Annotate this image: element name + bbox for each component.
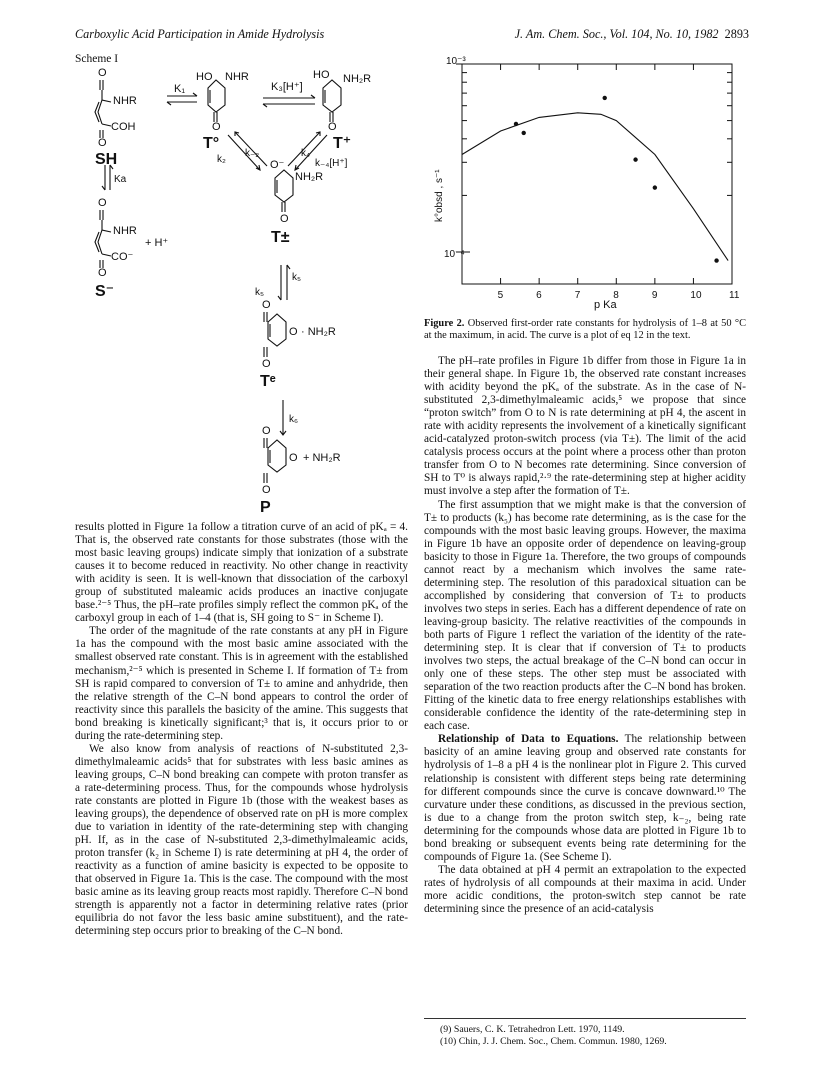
- paragraph: The first assumption that we might make is that the conversion of T± to products (k₅) has become rate determining, as is the case for the compounds with the most basic leaving groups. However, the maxima in Figure 1b have an opposite order of dependence on leaving-group basicity to those in Figure 1a. Therefore, the two groups of compounds cannot react by a mechanism which involves the same rate-determining step. The resolution of this paradoxical situation can be accomplished by considering that conversion of T± to products involves two steps in series. Each has a different dependence of rate on leaving-group basicity. The relative reactivities of the compounds in both parts of Figure 1 reflect the variation of the identity of the rate-determining step. It is clear that if conversion of T± to products involves two steps, the actual breakage of the C–N bond can occur in only one of these steps. The other step must be associated with separation of the two reaction products after the C–N bond has broken. Fitting of the kinetic data to free energy relationships establishes with considerable confidence the identity of the rate-determining step in each case.: [424, 498, 746, 733]
- label-km5: k₅: [255, 287, 265, 298]
- data-point: [522, 131, 526, 135]
- references-divider: [424, 1018, 746, 1019]
- label-dot-nh2r: · NH₂R: [301, 326, 336, 338]
- figure-2-caption: [424, 318, 746, 343]
- references: [440, 1024, 750, 1048]
- paragraph: The pH–rate profiles in Figure 1b differ from those in Figure 1a in their general shape. In Figure 1b, the observed rate constant increases with acidity beyond the pKₐ of the substrate. As in the case of N-substituted 2,3-dimethylmaleamic acids,⁵ we propose that since “proton switch” from O to N is rate determining at pH 4, the ascent in rate with acidity represents the involvement of a kinetically significant acid-catalyzed proton-switch process (via T±). The limit of the acid catalysis process occurs at the point where a process other than proton transfer from O to N becomes rate determining. Since conversion of SH to T⁰ is always rapid,²·⁹ the rate-determining step at higher acidity must involve a step after the formation of T±.: [424, 355, 746, 498]
- svg-text:O: O: [262, 299, 271, 311]
- paragraph: The order of the magnitude of the rate constants at any pH in Figure 1a has the compound with the most basic amine associated with the smallest observed rate constant. This is in agreement with the established mechanism,²⁻⁵ which is presented in Scheme I. If formation of T± from SH is rapid compared to conversion of T± to amine and anhydride, then the relative strength of the C–N bond appears to control the order of reactivity since this parallels the basicity of the amine. This suggests that bond breaking is kinetically significant;³ that is, it occurs prior to or during the rate-determining step.: [75, 625, 408, 742]
- svg-text:O: O: [262, 358, 271, 370]
- label-co-minus: CO⁻: [111, 251, 134, 263]
- journal-name: J. Am. Chem. Soc.,: [514, 27, 607, 41]
- label-k1: K₁: [174, 83, 186, 95]
- x-tick-label: 5: [497, 290, 504, 301]
- section-heading: Relationship of Data to Equations.: [438, 733, 619, 746]
- journal-citation: [515, 27, 749, 42]
- paragraph: We also know from analysis of reactions of N-substituted 2,3-dimethylmaleamic acids⁵ that for substrates with less basic amines as leaving groups, C–N bond breaking can compete with proton transfer as a rate-determining process. Thus, for the compounds whose hydrolysis rate constants are plotted in Figure 1b (those with the weakest bases as leaving groups), the dependence of observed rate on pH is more complex due to variation in identity of the rate-determining step with changing pH. If, as in the case of N-substituted 2,3-dimethylmaleamic acids, proton transfer (k₂ in Scheme I) is rate determining at pH 4, the order of reactivity as a function of amine basicity is expected to be opposite to that observed in Figure 1a. This is the case. The compound with the most basic amine as its leaving group reacts most rapidly. Therefore C–N bond strength is apparently not a factor in determining relative rates (prior equilibria do not favor the less basic amine substituent), and the rate-determining step occurs prior to breaking of the C–N bond.: [75, 742, 408, 938]
- svg-text:O: O: [289, 326, 298, 338]
- x-tick-label: 11: [729, 290, 740, 301]
- label-km4: k₋₄[H⁺]: [315, 158, 348, 169]
- label-ho-tplus: HO: [313, 69, 330, 81]
- svg-text:O: O: [289, 452, 298, 464]
- label-t0: T°: [203, 135, 220, 152]
- x-tick-label: 7: [574, 290, 581, 301]
- label-tpm: T±: [271, 229, 290, 246]
- svg-text:O: O: [262, 425, 271, 437]
- label-ka: Ka: [114, 174, 127, 185]
- x-tick-label: 10: [690, 290, 702, 301]
- label-nh2r-tplus: NH₂R: [343, 73, 372, 85]
- label-coh: COH: [111, 121, 136, 133]
- data-point: [514, 122, 518, 126]
- x-tick-label: 8: [613, 290, 619, 301]
- svg-text:O⁻: O⁻: [270, 159, 285, 171]
- label-k2: k₂: [217, 154, 226, 165]
- label-nhr: NHR: [113, 95, 137, 107]
- label-nh2r-tpm: NH₂R: [295, 171, 324, 183]
- scheme-title: Scheme I: [75, 53, 119, 65]
- label-plus-nh2r: + NH₂R: [303, 452, 341, 464]
- left-column: [75, 521, 408, 939]
- y-bottom-label: 10⁻⁴: [444, 249, 465, 260]
- x-tick-label: 6: [536, 290, 542, 301]
- label-plush: + H⁺: [145, 237, 169, 249]
- svg-text:O: O: [98, 137, 107, 149]
- svg-text:O: O: [262, 484, 271, 496]
- svg-text:O: O: [280, 213, 289, 225]
- label-k5: k₅: [292, 272, 302, 283]
- svg-text:O: O: [212, 121, 221, 133]
- data-point: [603, 96, 607, 100]
- label-p: P: [260, 499, 271, 515]
- label-k6: k₆: [289, 414, 299, 425]
- reference: (9) Sauers, C. K. Tetrahedron Lett. 1970, 1149.: [440, 1024, 625, 1035]
- label-nhr-t0: NHR: [225, 71, 249, 83]
- x-axis-label: p Ka: [594, 299, 617, 311]
- label-km2: k₋₂: [245, 148, 260, 159]
- data-point: [714, 258, 718, 262]
- y-top-label: 10⁻³: [446, 56, 466, 67]
- page-number: 2893: [724, 27, 749, 41]
- fit-curve: [462, 113, 728, 261]
- data-point: [633, 157, 637, 161]
- paragraph: results plotted in Figure 1a follow a titration curve of an acid of pKₐ = 4. That is, the observed rate constants for those substrates (those with the most basic leaving groups) indicate simply that ionization of a substrate causes it to become reduced in reactivity. No other change in reactivity with acidity is seen. It is well-known that dissociation of the carboxyl group of substituted maleamic acids produces an inactive conjugate base.²⁻⁵ Thus, the pH–rate profiles simply reflect the common pKₐ of the carboxyl group in each of 1–4 (that is, SH going to S⁻ in Scheme I).: [75, 521, 408, 625]
- label-nhr-s: NHR: [113, 225, 137, 237]
- label-sh: SH: [95, 151, 118, 168]
- svg-text:O: O: [98, 197, 107, 209]
- label-tplus: T⁺: [333, 135, 352, 152]
- running-title: Carboxylic Acid Participation in Amide Hydrolysis: [75, 27, 325, 41]
- journal-volume: Vol. 104, No. 10, 1982: [609, 27, 719, 41]
- section-text: The relationship between basicity of an amine leaving group and observed rate constants for hydrolysis of 1–8 a pH 4 is the nonlinear plot in Figure 2. This curved relationship is consistent with different steps being rate determining for different compounds since the curve is concave downward.¹⁰ The curvature under these conditions, as discussed in the previous section, is due to a change from the proton switch step, k₋₂, being rate determining for the compounds whose data are plotted in Figure 1b to bond breaking or subsequent events being rate determining for the compounds of Figure 1a. (See Scheme I).: [424, 733, 746, 863]
- figure-2-chart: [424, 52, 746, 314]
- x-tick-label: 9: [651, 290, 658, 301]
- paragraph: [424, 733, 746, 863]
- label-ho-t0: HO: [196, 71, 213, 83]
- label-sminus: S⁻: [95, 283, 115, 300]
- y-axis-label: k°obsd , s⁻¹: [434, 169, 445, 222]
- right-column: [424, 355, 746, 916]
- caption-label: Figure 2.: [424, 318, 465, 329]
- scheme-diagram: [75, 60, 415, 515]
- caption-text: Observed first-order rate constants for hydrolysis of 1–8 at 50 °C at the maximum, in acid. The curve is a plot of eq 12 in the text.: [424, 318, 746, 342]
- label-k3: K₃[H⁺]: [271, 81, 303, 93]
- svg-text:O: O: [98, 267, 107, 279]
- svg-text:O: O: [98, 67, 107, 79]
- reference: (10) Chin, J. J. Chem. Soc., Chem. Commun. 1980, 1269.: [440, 1036, 667, 1047]
- label-te: Tᵉ: [260, 373, 276, 390]
- paragraph: The data obtained at pH 4 permit an extrapolation to the expected rates of hydrolysis of all compounds at their maxima in acid. Under more acidic conditions, the proton-switch step cannot be rate determining since the presence of an acid-catalysis: [424, 863, 746, 915]
- data-point: [653, 185, 657, 189]
- svg-text:O: O: [328, 121, 337, 133]
- label-k4: k₄: [301, 148, 311, 159]
